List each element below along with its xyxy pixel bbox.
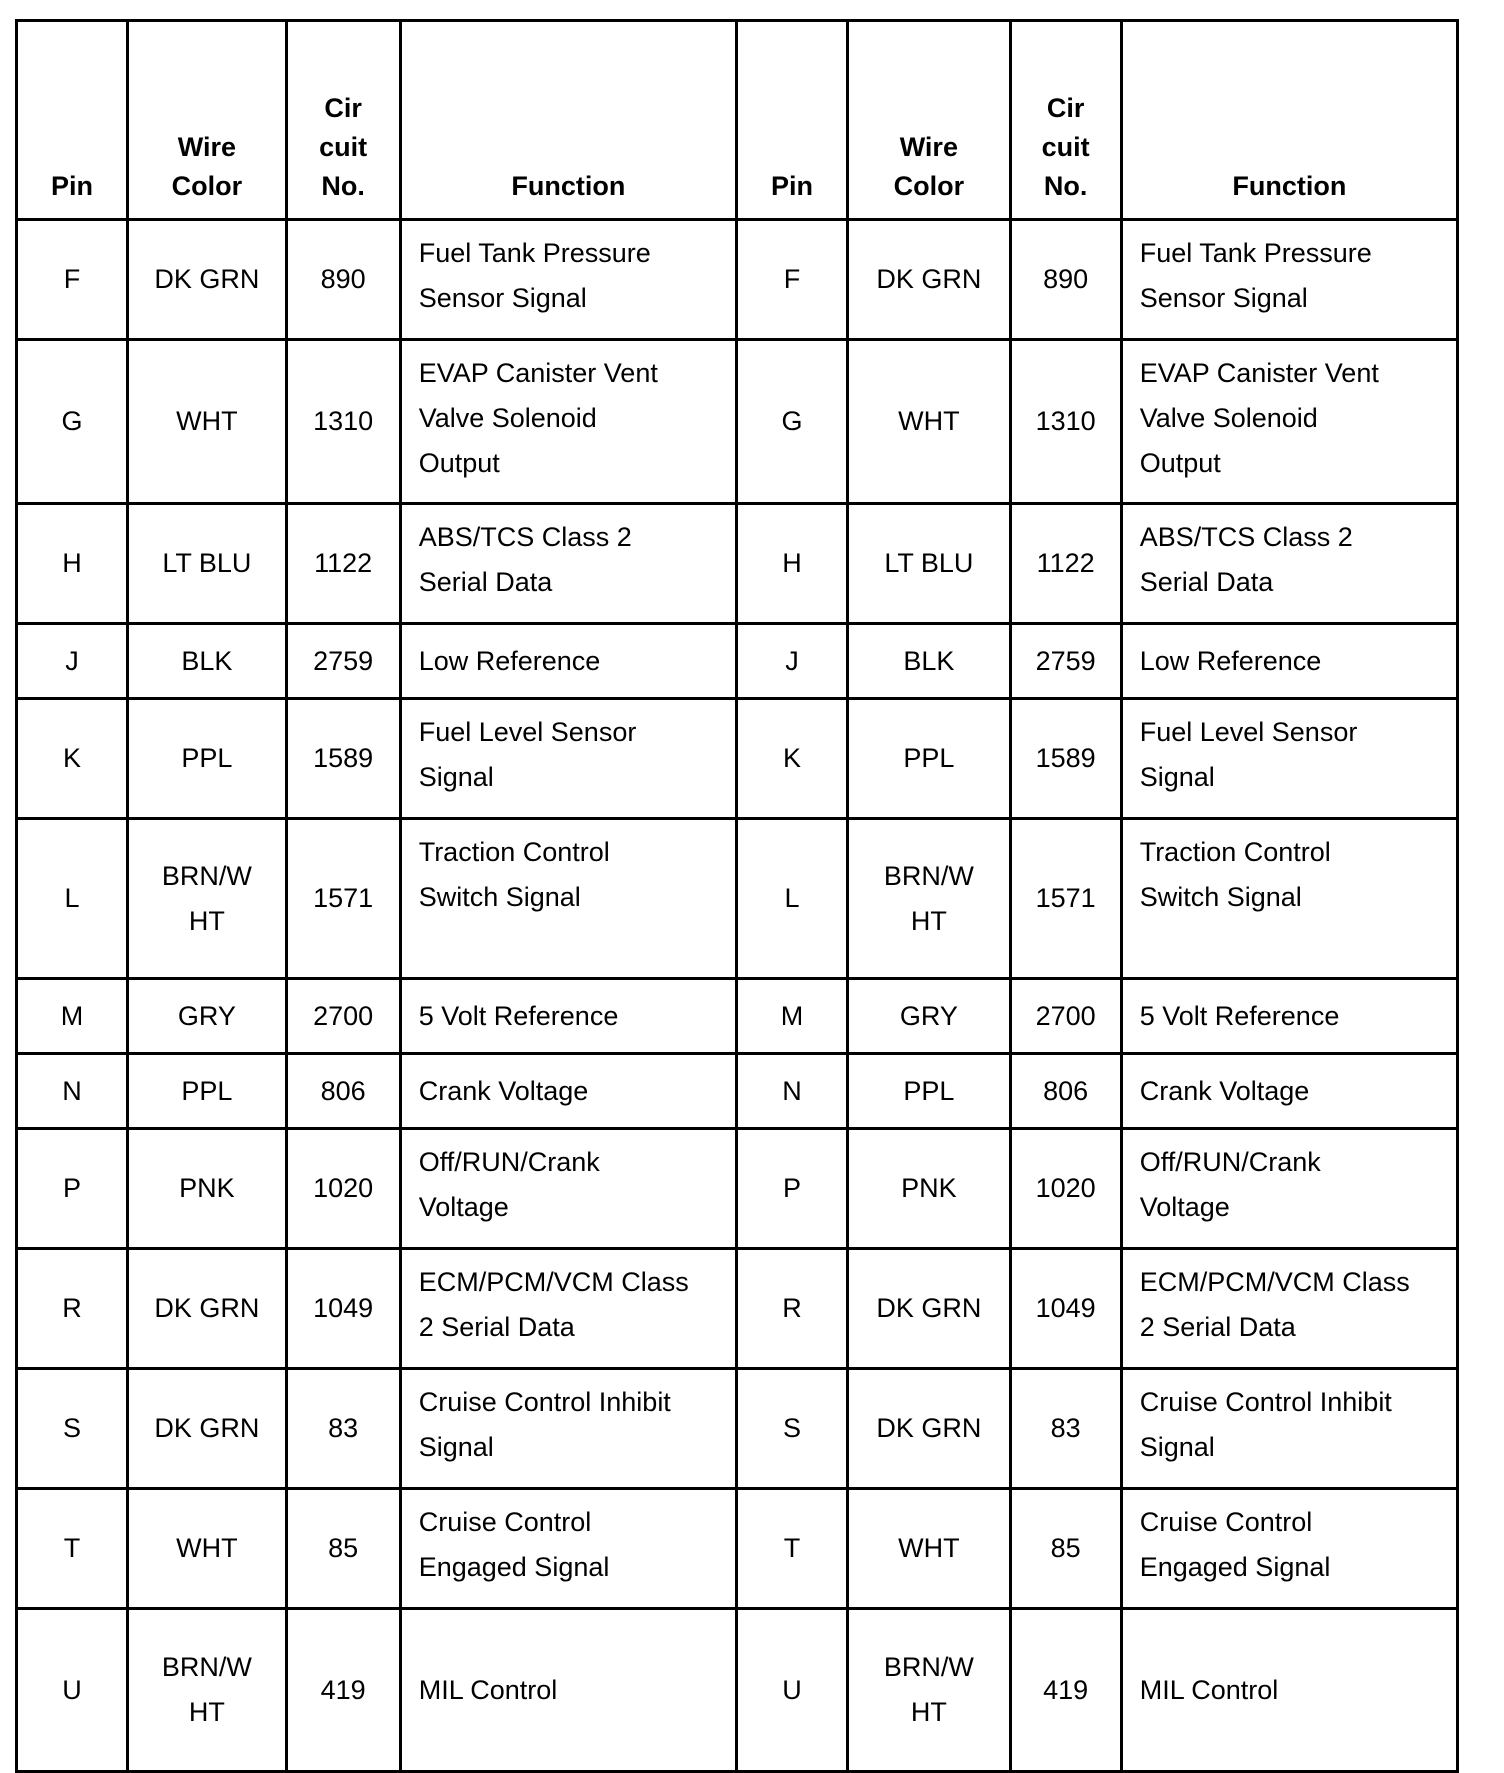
pin-cell-left: T	[17, 1489, 128, 1609]
function-cell-right: ECM/PCM/VCM Class 2 Serial Data	[1121, 1249, 1457, 1369]
circuit-no-cell-right: 1310	[1010, 340, 1121, 504]
circuit-no-cell-left: 806	[286, 1054, 400, 1129]
function-cell-right: Traction Control Switch Signal	[1121, 819, 1457, 979]
circuit-no-cell-left: 83	[286, 1369, 400, 1489]
circuit-no-cell-left: 2759	[286, 624, 400, 699]
pin-cell-right: M	[736, 979, 847, 1054]
function-cell-left: Crank Voltage	[400, 1054, 736, 1129]
pin-cell-right: R	[736, 1249, 847, 1369]
header-wire-color-right: Wire Color	[848, 21, 1011, 220]
wire-color-cell-right: BRN/W HT	[848, 819, 1011, 979]
pin-cell-right: N	[736, 1054, 847, 1129]
wire-color-cell-right: GRY	[848, 979, 1011, 1054]
wire-color-cell-left: BLK	[128, 624, 287, 699]
function-cell-left: Fuel Level Sensor Signal	[400, 699, 736, 819]
circuit-no-cell-left: 1589	[286, 699, 400, 819]
table-row	[17, 624, 1458, 699]
wire-color-cell-right: PPL	[848, 1054, 1011, 1129]
header-pin-right: Pin	[736, 21, 847, 220]
table-row	[17, 340, 1458, 504]
function-cell-right: Low Reference	[1121, 624, 1457, 699]
pin-cell-right: H	[736, 504, 847, 624]
table-row	[17, 699, 1458, 819]
circuit-no-cell-right: 83	[1010, 1369, 1121, 1489]
pin-cell-right: T	[736, 1489, 847, 1609]
function-cell-left: Low Reference	[400, 624, 736, 699]
circuit-no-cell-left: 1571	[286, 819, 400, 979]
wire-color-cell-left: BRN/W HT	[128, 1609, 287, 1772]
circuit-no-cell-right: 1020	[1010, 1129, 1121, 1249]
pin-cell-right: G	[736, 340, 847, 504]
header-row	[17, 21, 1458, 220]
pin-cell-right: J	[736, 624, 847, 699]
wire-color-cell-right: WHT	[848, 340, 1011, 504]
pin-cell-left: N	[17, 1054, 128, 1129]
wire-color-cell-right: PNK	[848, 1129, 1011, 1249]
wire-color-cell-left: DK GRN	[128, 220, 287, 340]
pin-cell-left: H	[17, 504, 128, 624]
function-cell-left: EVAP Canister Vent Valve Solenoid Output	[400, 340, 736, 504]
circuit-no-cell-right: 1122	[1010, 504, 1121, 624]
header-circuit-no-left: Cir cuit No.	[286, 21, 400, 220]
table-row	[17, 1369, 1458, 1489]
wire-color-cell-right: WHT	[848, 1489, 1011, 1609]
pin-cell-left: F	[17, 220, 128, 340]
pin-cell-left: R	[17, 1249, 128, 1369]
pin-table	[15, 19, 1459, 1773]
table-row	[17, 1609, 1458, 1772]
function-cell-left: Fuel Tank Pressure Sensor Signal	[400, 220, 736, 340]
pin-cell-left: L	[17, 819, 128, 979]
circuit-no-cell-right: 1049	[1010, 1249, 1121, 1369]
pin-cell-right: U	[736, 1609, 847, 1772]
header-pin-left: Pin	[17, 21, 128, 220]
circuit-no-cell-left: 419	[286, 1609, 400, 1772]
circuit-no-cell-right: 419	[1010, 1609, 1121, 1772]
header-circuit-no-right: Cir cuit No.	[1010, 21, 1121, 220]
wire-color-cell-left: LT BLU	[128, 504, 287, 624]
pin-cell-left: M	[17, 979, 128, 1054]
table-row	[17, 979, 1458, 1054]
circuit-no-cell-right: 1571	[1010, 819, 1121, 979]
function-cell-right: Cruise Control Inhibit Signal	[1121, 1369, 1457, 1489]
function-cell-left: Cruise Control Inhibit Signal	[400, 1369, 736, 1489]
header-function-left: Function	[400, 21, 736, 220]
circuit-no-cell-left: 2700	[286, 979, 400, 1054]
circuit-no-cell-right: 2700	[1010, 979, 1121, 1054]
function-cell-right: ABS/TCS Class 2 Serial Data	[1121, 504, 1457, 624]
function-cell-right: EVAP Canister Vent Valve Solenoid Output	[1121, 340, 1457, 504]
wire-color-cell-right: DK GRN	[848, 1369, 1011, 1489]
function-cell-right: MIL Control	[1121, 1609, 1457, 1772]
pin-cell-right: L	[736, 819, 847, 979]
table-row	[17, 1129, 1458, 1249]
table-row	[17, 1489, 1458, 1609]
wire-color-cell-right: BLK	[848, 624, 1011, 699]
wire-color-cell-left: GRY	[128, 979, 287, 1054]
circuit-no-cell-right: 2759	[1010, 624, 1121, 699]
circuit-no-cell-right: 85	[1010, 1489, 1121, 1609]
function-cell-left: 5 Volt Reference	[400, 979, 736, 1054]
wire-color-cell-left: BRN/W HT	[128, 819, 287, 979]
wire-color-cell-left: PNK	[128, 1129, 287, 1249]
wire-color-cell-left: PPL	[128, 1054, 287, 1129]
wire-color-cell-left: PPL	[128, 699, 287, 819]
wire-color-cell-left: WHT	[128, 340, 287, 504]
pin-cell-right: F	[736, 220, 847, 340]
circuit-no-cell-right: 1589	[1010, 699, 1121, 819]
function-cell-right: 5 Volt Reference	[1121, 979, 1457, 1054]
function-cell-right: Fuel Tank Pressure Sensor Signal	[1121, 220, 1457, 340]
pin-cell-left: S	[17, 1369, 128, 1489]
pin-cell-left: K	[17, 699, 128, 819]
table-row	[17, 1249, 1458, 1369]
function-cell-left: Cruise Control Engaged Signal	[400, 1489, 736, 1609]
table-row	[17, 220, 1458, 340]
pin-cell-left: J	[17, 624, 128, 699]
wire-color-cell-left: DK GRN	[128, 1369, 287, 1489]
function-cell-right: Fuel Level Sensor Signal	[1121, 699, 1457, 819]
circuit-no-cell-left: 1310	[286, 340, 400, 504]
circuit-no-cell-left: 1049	[286, 1249, 400, 1369]
function-cell-right: Cruise Control Engaged Signal	[1121, 1489, 1457, 1609]
pin-cell-right: S	[736, 1369, 847, 1489]
function-cell-left: MIL Control	[400, 1609, 736, 1772]
wire-color-cell-left: WHT	[128, 1489, 287, 1609]
circuit-no-cell-right: 890	[1010, 220, 1121, 340]
header-function-right: Function	[1121, 21, 1457, 220]
wire-color-cell-right: DK GRN	[848, 220, 1011, 340]
wire-color-cell-right: BRN/W HT	[848, 1609, 1011, 1772]
function-cell-right: Crank Voltage	[1121, 1054, 1457, 1129]
circuit-no-cell-left: 1020	[286, 1129, 400, 1249]
pin-cell-right: K	[736, 699, 847, 819]
circuit-no-cell-left: 890	[286, 220, 400, 340]
circuit-no-cell-left: 85	[286, 1489, 400, 1609]
circuit-no-cell-right: 806	[1010, 1054, 1121, 1129]
circuit-no-cell-left: 1122	[286, 504, 400, 624]
pin-cell-right: P	[736, 1129, 847, 1249]
function-cell-left: ECM/PCM/VCM Class 2 Serial Data	[400, 1249, 736, 1369]
function-cell-right: Off/RUN/Crank Voltage	[1121, 1129, 1457, 1249]
table-row	[17, 504, 1458, 624]
wire-color-cell-left: DK GRN	[128, 1249, 287, 1369]
wire-color-cell-right: LT BLU	[848, 504, 1011, 624]
function-cell-left: Off/RUN/Crank Voltage	[400, 1129, 736, 1249]
pin-cell-left: U	[17, 1609, 128, 1772]
function-cell-left: ABS/TCS Class 2 Serial Data	[400, 504, 736, 624]
pin-cell-left: P	[17, 1129, 128, 1249]
pin-cell-left: G	[17, 340, 128, 504]
header-wire-color-left: Wire Color	[128, 21, 287, 220]
function-cell-left: Traction Control Switch Signal	[400, 819, 736, 979]
table-row	[17, 819, 1458, 979]
wire-color-cell-right: PPL	[848, 699, 1011, 819]
wire-color-cell-right: DK GRN	[848, 1249, 1011, 1369]
table-row	[17, 1054, 1458, 1129]
